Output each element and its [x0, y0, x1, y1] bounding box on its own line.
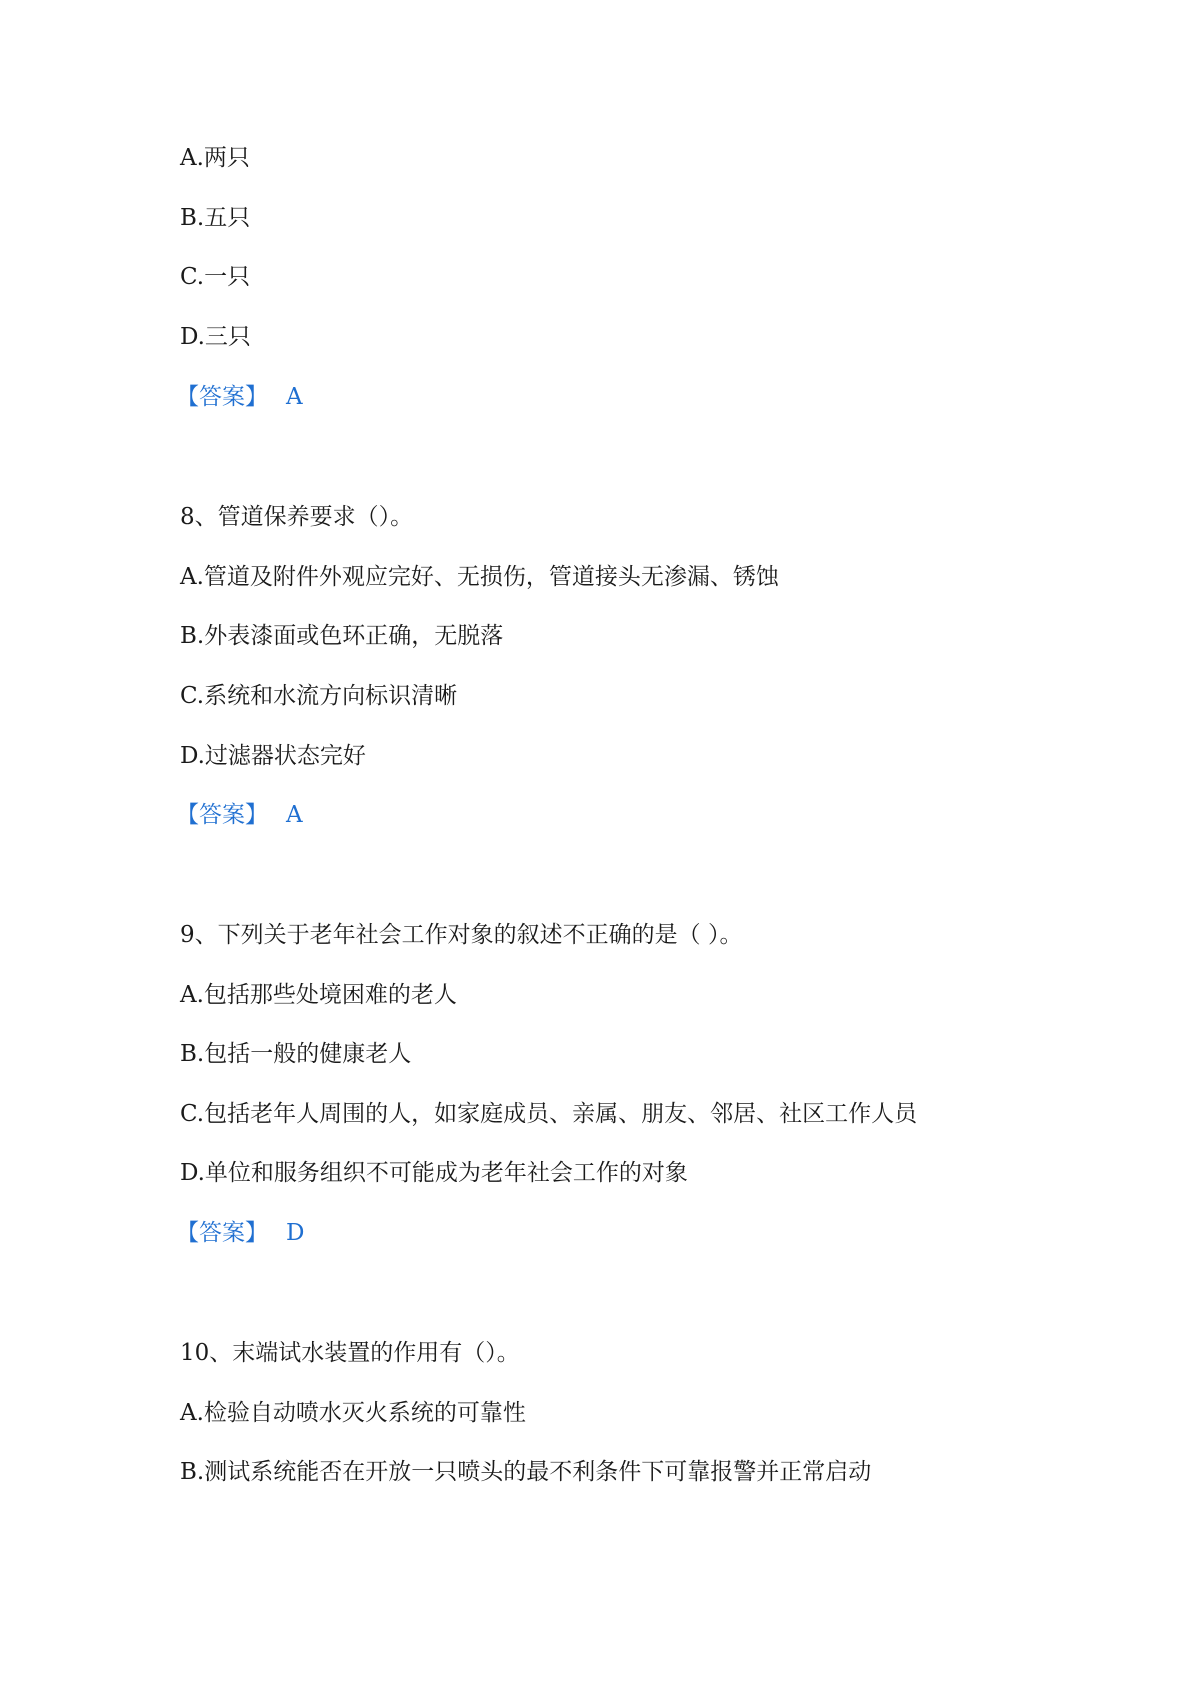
q8-answer-label: 【答案】 [176, 802, 268, 828]
q9-answer [176, 1218, 304, 1248]
q9-question: 9、下列关于老年社会工作对象的叙述不正确的是（ ）。 [180, 922, 743, 948]
q9-answer-label: 【答案】 [176, 1220, 268, 1246]
q9-answer-value: D [286, 1220, 305, 1246]
q7-answer-label: 【答案】 [176, 384, 268, 410]
q7-answer [176, 382, 303, 412]
q8-answer [176, 800, 303, 830]
q8-option-c: C.系统和水流方向标识清晰 [180, 683, 458, 709]
q8-option-b: B.外表漆面或色环正确，无脱落 [180, 623, 504, 649]
q9-option-d: D.单位和服务组织不可能成为老年社会工作的对象 [180, 1160, 688, 1186]
q10-option-b: B.测试系统能否在开放一只喷头的最不利条件下可靠报警并正常启动 [180, 1459, 872, 1485]
q9-option-a: A.包括那些处境困难的老人 [180, 982, 457, 1008]
q7-option-c: C.一只 [180, 264, 251, 290]
q8-question: 8、管道保养要求（）。 [180, 504, 414, 530]
q9-option-c: C.包括老年人周围的人，如家庭成员、亲属、朋友、邻居、社区工作人员 [180, 1101, 918, 1127]
q7-option-b: B.五只 [180, 205, 251, 231]
q8-answer-value: A [286, 802, 303, 828]
q7-option-a: A.两只 [180, 145, 250, 171]
q10-option-a: A.检验自动喷水灭火系统的可靠性 [180, 1400, 526, 1426]
q10-question: 10、末端试水装置的作用有（）。 [180, 1340, 520, 1366]
q7-option-d: D.三只 [180, 324, 251, 350]
q7-answer-value: A [286, 384, 303, 410]
q9-option-b: B.包括一般的健康老人 [180, 1041, 412, 1067]
q8-option-d: D.过滤器状态完好 [180, 743, 366, 769]
q8-option-a: A.管道及附件外观应完好、无损伤，管道接头无渗漏、锈蚀 [180, 564, 779, 590]
